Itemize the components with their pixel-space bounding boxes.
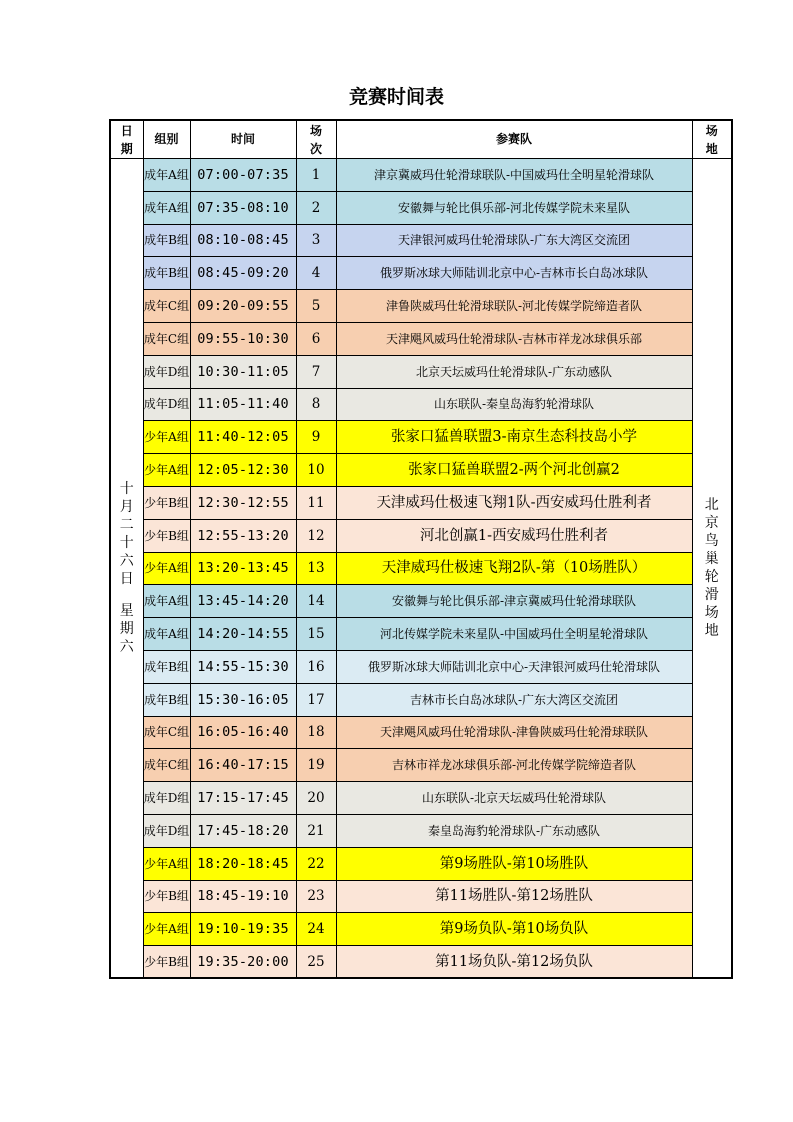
- teams-cell: 山东联队-北京天坛威玛仕轮滑球队: [336, 782, 692, 815]
- time-cell: 14:20-14:55: [190, 618, 296, 651]
- match-number-cell: 25: [296, 946, 336, 979]
- group-cell: 成年D组: [143, 355, 190, 388]
- time-cell: 18:20-18:45: [190, 847, 296, 880]
- teams-cell: 第11场负队-第12场负队: [336, 946, 692, 979]
- group-cell: 成年A组: [143, 618, 190, 651]
- teams-cell: 俄罗斯冰球大师陆训北京中心-天津银河威玛仕轮滑球队: [336, 650, 692, 683]
- group-cell: 少年A组: [143, 454, 190, 487]
- table-row: [110, 257, 732, 290]
- match-number-cell: 17: [296, 683, 336, 716]
- table-row: [110, 355, 732, 388]
- group-cell: 成年C组: [143, 322, 190, 355]
- teams-cell: 吉林市祥龙冰球俱乐部-河北传媒学院缔造者队: [336, 749, 692, 782]
- teams-cell: 俄罗斯冰球大师陆训北京中心-吉林市长白岛冰球队: [336, 257, 692, 290]
- table-row: [110, 683, 732, 716]
- time-cell: 11:40-12:05: [190, 421, 296, 454]
- teams-cell: 天津飓风威玛仕轮滑球队-吉林市祥龙冰球俱乐部: [336, 322, 692, 355]
- teams-cell: 安徽舞与轮比俱乐部-津京冀威玛仕轮滑球联队: [336, 585, 692, 618]
- group-cell: 成年B组: [143, 683, 190, 716]
- table-row: [110, 650, 732, 683]
- group-cell: 成年B组: [143, 650, 190, 683]
- group-cell: 成年D组: [143, 388, 190, 421]
- match-number-cell: 11: [296, 486, 336, 519]
- teams-cell: 河北创赢1-西安威玛仕胜利者: [336, 519, 692, 552]
- teams-cell: 津京冀威玛仕轮滑球联队-中国威玛仕全明星轮滑球队: [336, 159, 692, 192]
- time-cell: 08:45-09:20: [190, 257, 296, 290]
- time-cell: 19:10-19:35: [190, 913, 296, 946]
- header-venue: 场地: [692, 120, 732, 159]
- teams-cell: 第9场负队-第10场负队: [336, 913, 692, 946]
- match-number-cell: 2: [296, 191, 336, 224]
- table-row: [110, 224, 732, 257]
- teams-cell: 天津威玛仕极速飞翔1队-西安威玛仕胜利者: [336, 486, 692, 519]
- time-cell: 13:45-14:20: [190, 585, 296, 618]
- teams-cell: 安徽舞与轮比俱乐部-河北传媒学院未来星队: [336, 191, 692, 224]
- group-cell: 少年A组: [143, 913, 190, 946]
- match-number-cell: 19: [296, 749, 336, 782]
- header-date: 日期: [110, 120, 143, 159]
- match-number-cell: 13: [296, 552, 336, 585]
- teams-cell: 山东联队-秦皇岛海豹轮滑球队: [336, 388, 692, 421]
- time-cell: 07:00-07:35: [190, 159, 296, 192]
- group-cell: 少年B组: [143, 519, 190, 552]
- group-cell: 成年D组: [143, 814, 190, 847]
- teams-cell: 天津威玛仕极速飞翔2队-第（10场胜队）: [336, 552, 692, 585]
- table-row: [110, 847, 732, 880]
- time-cell: 11:05-11:40: [190, 388, 296, 421]
- match-number-cell: 21: [296, 814, 336, 847]
- time-cell: 19:35-20:00: [190, 946, 296, 979]
- table-row: [110, 880, 732, 913]
- time-cell: 18:45-19:10: [190, 880, 296, 913]
- table-row: [110, 946, 732, 979]
- group-cell: 少年B组: [143, 880, 190, 913]
- table-row: [110, 618, 732, 651]
- venue-cell: [692, 159, 732, 979]
- group-cell: 少年A组: [143, 421, 190, 454]
- table-row: [110, 519, 732, 552]
- table-row: [110, 388, 732, 421]
- teams-cell: 秦皇岛海豹轮滑球队-广东动感队: [336, 814, 692, 847]
- venue-text: 北京鸟巢轮滑场地: [704, 497, 719, 640]
- group-cell: 少年B组: [143, 946, 190, 979]
- match-number-cell: 20: [296, 782, 336, 815]
- table-row: [110, 290, 732, 323]
- header-teams: 参赛队: [336, 120, 692, 159]
- teams-cell: 天津银河威玛仕轮滑球队-广东大湾区交流团: [336, 224, 692, 257]
- group-cell: 成年A组: [143, 585, 190, 618]
- match-number-cell: 9: [296, 421, 336, 454]
- teams-cell: 天津飓风威玛仕轮滑球队-津鲁陕威玛仕轮滑球联队: [336, 716, 692, 749]
- table-row: [110, 814, 732, 847]
- match-number-cell: 1: [296, 159, 336, 192]
- time-cell: 12:05-12:30: [190, 454, 296, 487]
- group-cell: 成年A组: [143, 191, 190, 224]
- teams-cell: 第11场胜队-第12场胜队: [336, 880, 692, 913]
- teams-cell: 吉林市长白岛冰球队-广东大湾区交流团: [336, 683, 692, 716]
- group-cell: 成年B组: [143, 257, 190, 290]
- match-number-cell: 15: [296, 618, 336, 651]
- group-cell: 少年B组: [143, 486, 190, 519]
- table-row: [110, 159, 732, 192]
- table-row: [110, 716, 732, 749]
- table-row: [110, 454, 732, 487]
- date-cell: [110, 159, 143, 979]
- match-number-cell: 5: [296, 290, 336, 323]
- header-match-no: 场次: [296, 120, 336, 159]
- schedule-table: [109, 119, 733, 979]
- match-number-cell: 10: [296, 454, 336, 487]
- time-cell: 09:20-09:55: [190, 290, 296, 323]
- match-number-cell: 18: [296, 716, 336, 749]
- time-cell: 07:35-08:10: [190, 191, 296, 224]
- group-cell: 少年A组: [143, 847, 190, 880]
- time-cell: 16:05-16:40: [190, 716, 296, 749]
- header-time: 时间: [190, 120, 296, 159]
- header-group: 组别: [143, 120, 190, 159]
- time-cell: 08:10-08:45: [190, 224, 296, 257]
- time-cell: 16:40-17:15: [190, 749, 296, 782]
- match-number-cell: 22: [296, 847, 336, 880]
- time-cell: 09:55-10:30: [190, 322, 296, 355]
- teams-cell: 张家口猛兽联盟2-两个河北创赢2: [336, 454, 692, 487]
- match-number-cell: 8: [296, 388, 336, 421]
- match-number-cell: 14: [296, 585, 336, 618]
- table-row: [110, 552, 732, 585]
- group-cell: 成年C组: [143, 716, 190, 749]
- header-row: [110, 120, 732, 159]
- group-cell: 成年B组: [143, 224, 190, 257]
- time-cell: 10:30-11:05: [190, 355, 296, 388]
- time-cell: 12:55-13:20: [190, 519, 296, 552]
- table-row: [110, 421, 732, 454]
- group-cell: 成年D组: [143, 782, 190, 815]
- match-number-cell: 4: [296, 257, 336, 290]
- match-number-cell: 23: [296, 880, 336, 913]
- match-number-cell: 24: [296, 913, 336, 946]
- page-title: 竞赛时间表: [348, 86, 444, 108]
- match-number-cell: 12: [296, 519, 336, 552]
- teams-cell: 张家口猛兽联盟3-南京生态科技岛小学: [336, 421, 692, 454]
- table-row: [110, 191, 732, 224]
- teams-cell: 北京天坛威玛仕轮滑球队-广东动感队: [336, 355, 692, 388]
- time-cell: 14:55-15:30: [190, 650, 296, 683]
- time-cell: 13:20-13:45: [190, 552, 296, 585]
- time-cell: 15:30-16:05: [190, 683, 296, 716]
- weekday-text: 星期六: [119, 603, 134, 656]
- group-cell: 成年C组: [143, 290, 190, 323]
- table-row: [110, 322, 732, 355]
- match-number-cell: 6: [296, 322, 336, 355]
- table-row: [110, 913, 732, 946]
- group-cell: 少年A组: [143, 552, 190, 585]
- table-row: [110, 749, 732, 782]
- table-row: [110, 585, 732, 618]
- group-cell: 成年A组: [143, 159, 190, 192]
- match-number-cell: 3: [296, 224, 336, 257]
- time-cell: 12:30-12:55: [190, 486, 296, 519]
- group-cell: 成年C组: [143, 749, 190, 782]
- date-text: 十月二十六日: [119, 481, 134, 588]
- time-cell: 17:15-17:45: [190, 782, 296, 815]
- match-number-cell: 16: [296, 650, 336, 683]
- teams-cell: 津鲁陕威玛仕轮滑球联队-河北传媒学院缔造者队: [336, 290, 692, 323]
- teams-cell: 第9场胜队-第10场胜队: [336, 847, 692, 880]
- table-row: [110, 486, 732, 519]
- table-row: [110, 782, 732, 815]
- time-cell: 17:45-18:20: [190, 814, 296, 847]
- teams-cell: 河北传媒学院未来星队-中国威玛仕全明星轮滑球队: [336, 618, 692, 651]
- match-number-cell: 7: [296, 355, 336, 388]
